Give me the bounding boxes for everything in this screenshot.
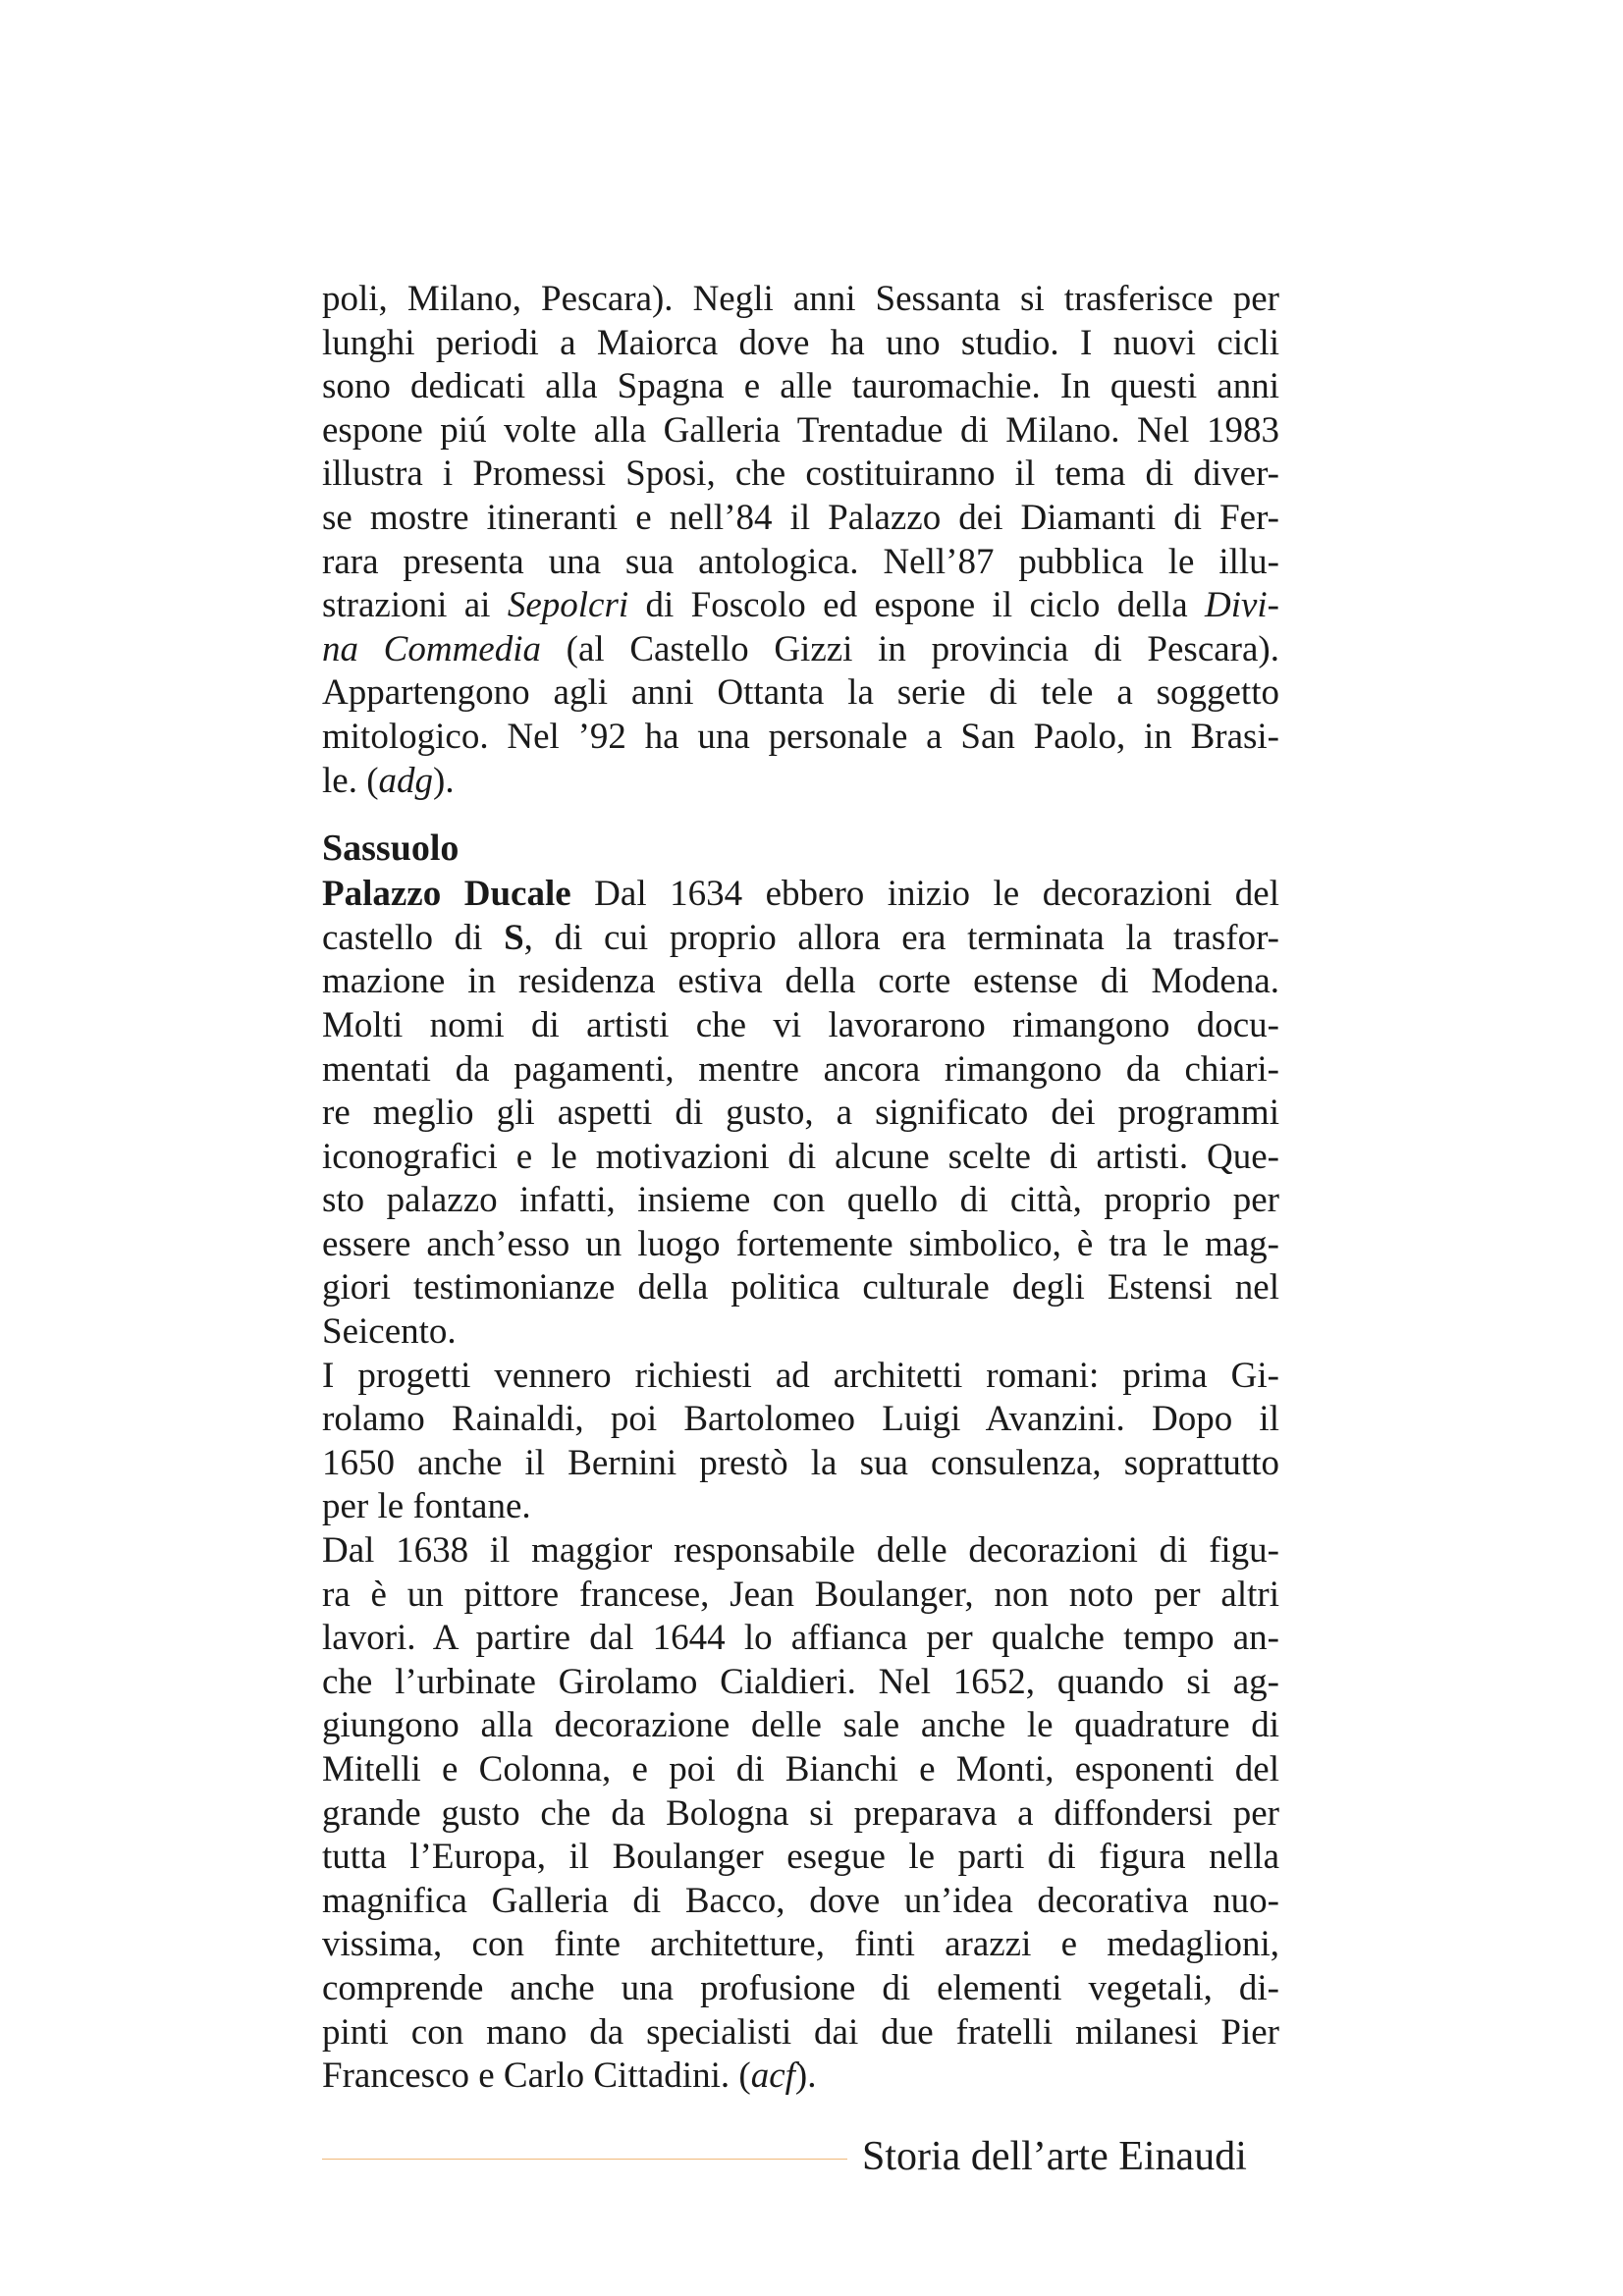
text-line: sto palazzo infatti, insieme con quello di città, proprio per bbox=[322, 1180, 1279, 1221]
author-initials: acf bbox=[750, 2056, 795, 2097]
text-line: espone piú volte alla Galleria Trentadue di Milano. Nel 1983 bbox=[322, 409, 1279, 451]
text-fragment: strazioni ai bbox=[322, 585, 508, 626]
text-fragment: Dal 1634 ebbero inizio le decorazioni del bbox=[594, 874, 1280, 915]
section-heading: Sassuolo bbox=[322, 828, 460, 870]
text-line bbox=[322, 917, 1279, 961]
text-line: Dal 1638 il maggior responsabile delle decorazioni di figu- bbox=[322, 1530, 1279, 1572]
text-line: lunghi periodi a Maiorca dove ha uno studio. I nuovi cicli bbox=[322, 322, 1279, 363]
text-line: lavori. A partire dal 1644 lo affianca per qualche tempo an- bbox=[322, 1618, 1279, 1659]
text-line bbox=[322, 2055, 1279, 2099]
place-abbreviation: S bbox=[504, 917, 524, 958]
text-fragment: , di cui proprio allora era terminata la trasfor- bbox=[523, 917, 1279, 958]
text-line: giungono alla decorazione delle sale anche le quadrature di bbox=[322, 1705, 1279, 1746]
text-line: illustra i Promessi Sposi, che costituiranno il tema di diver- bbox=[322, 454, 1279, 495]
text-line: vissima, con finte architetture, finti arazzi e medaglioni, bbox=[322, 1924, 1279, 1965]
text-line: comprende anche una profusione di elementi vegetali, di- bbox=[322, 1967, 1279, 2008]
text-line: ra è un pittore francese, Jean Boulanger, non noto per altri bbox=[322, 1574, 1279, 1615]
text-line: grande gusto che da Bologna si preparava a diffondersi per bbox=[322, 1792, 1279, 1834]
page-body bbox=[322, 278, 1279, 2099]
text-line: re meglio gli aspetti di gusto, a significato dei programmi bbox=[322, 1093, 1279, 1134]
text-line: Seicento. bbox=[322, 1311, 457, 1353]
text-line: mentati da pagamenti, mentre ancora rimangono da chiari- bbox=[322, 1048, 1279, 1090]
text-line: che l’urbinate Girolamo Cialdieri. Nel 1652, quando si ag- bbox=[322, 1661, 1279, 1702]
text-line bbox=[322, 584, 1279, 628]
author-initials: adg bbox=[378, 760, 434, 801]
text-line: magnifica Galleria di Bacco, dove un’idea decorativa nuo- bbox=[322, 1880, 1279, 1921]
text-fragment: ). bbox=[433, 760, 455, 801]
text-line: mazione in residenza estiva della corte estense di Modena. bbox=[322, 961, 1279, 1002]
text-line: rara presenta una sua antologica. Nell’87 pubblica le illu- bbox=[322, 541, 1279, 582]
text-fragment: castello di bbox=[322, 917, 505, 958]
text-line: Mitelli e Colonna, e poi di Bianchi e Monti, esponenti del bbox=[322, 1749, 1279, 1789]
text-line: sono dedicati alla Spagna e alle tauromachie. In questi anni bbox=[322, 366, 1279, 407]
footer-divider bbox=[322, 2159, 847, 2160]
text-line: giori testimonianze della politica culturale degli Estensi nel bbox=[322, 1267, 1279, 1308]
text-line: poli, Milano, Pescara). Negli anni Sessanta si trasferisce per bbox=[322, 279, 1279, 319]
text-line: essere anch’esso un luogo fortemente simbolico, è tra le mag- bbox=[322, 1223, 1279, 1264]
text-line: iconografici e le motivazioni di alcune scelte di artisti. Que- bbox=[322, 1136, 1279, 1177]
text-line: rolamo Rainaldi, poi Bartolomeo Luigi Avanzini. Dopo il bbox=[322, 1399, 1279, 1440]
italic-title-sepolcri: Sepolcri bbox=[507, 585, 629, 626]
footer-title: Storia dell’arte Einaudi bbox=[862, 2134, 1247, 2179]
text-line bbox=[322, 760, 1279, 804]
text-line bbox=[322, 873, 1279, 917]
entry-title: Palazzo Ducale bbox=[322, 874, 571, 915]
text-line: Appartengono agli anni Ottanta la serie di tele a soggetto bbox=[322, 672, 1279, 714]
text-fragment: le. ( bbox=[322, 760, 379, 801]
text-line bbox=[322, 628, 1279, 672]
text-fragment bbox=[571, 874, 595, 914]
biography-paragraph bbox=[322, 278, 1279, 803]
text-fragment: (al Castello Gizzi in provincia di Pescara). bbox=[541, 628, 1279, 669]
palazzo-ducale-entry bbox=[322, 873, 1279, 2099]
text-line: se mostre itineranti e nell’84 il Palazzo dei Diamanti di Fer- bbox=[322, 497, 1279, 538]
text-line: Molti nomi di artisti che vi lavorarono rimangono docu- bbox=[322, 1004, 1279, 1045]
text-line: pinti con mano da specialisti dai due fratelli milanesi Pier bbox=[322, 2011, 1279, 2053]
text-line: 1650 anche il Bernini prestò la sua consulenza, soprattutto bbox=[322, 1442, 1279, 1483]
text-fragment: ). bbox=[794, 2056, 817, 2097]
italic-title-commedia: na Commedia bbox=[322, 628, 541, 669]
text-line: mitologico. Nel ’92 ha una personale a San Paolo, in Brasi- bbox=[322, 716, 1279, 757]
text-line: per le fontane. bbox=[322, 1486, 531, 1527]
text-line: tutta l’Europa, il Boulanger esegue le parti di figura nella bbox=[322, 1837, 1279, 1878]
text-line: I progetti vennero richiesti ad architetti romani: prima Gi- bbox=[322, 1355, 1279, 1396]
text-fragment: di Foscolo ed espone il ciclo della bbox=[628, 585, 1205, 626]
italic-title-divina: Divi- bbox=[1204, 585, 1280, 626]
text-fragment: Francesco e Carlo Cittadini. ( bbox=[322, 2056, 751, 2097]
